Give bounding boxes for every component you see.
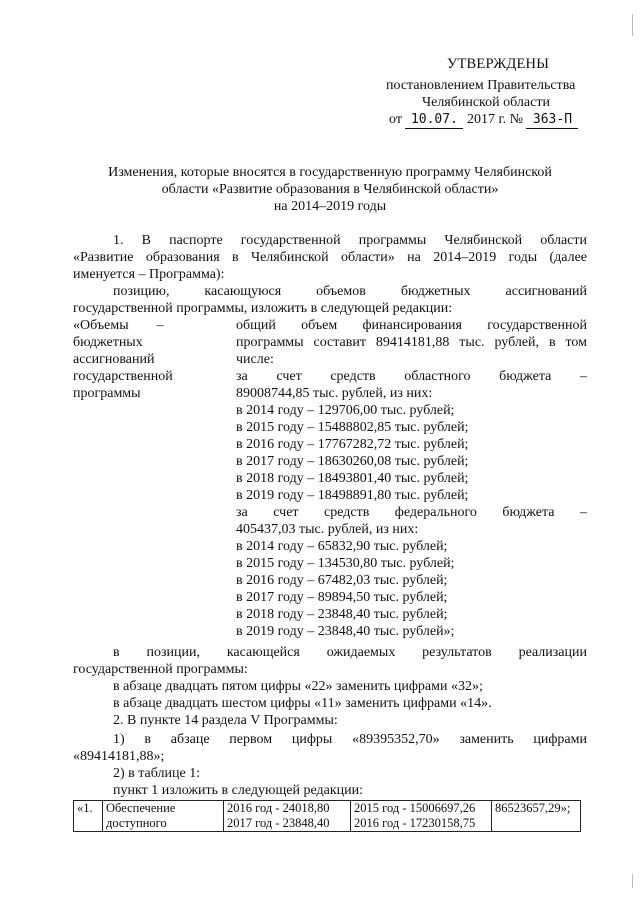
para2-line-7: «89414181,88»; bbox=[73, 749, 165, 764]
passport-right-14: в 2015 году – 134530,80 тыс. рублей; bbox=[236, 556, 455, 571]
table-col1-line-2: 2017 год - 23848,40 bbox=[227, 816, 330, 830]
passport-left-4: программы bbox=[73, 386, 141, 401]
para1-line-4: позицию, касающуюся объемов бюджетных ассигнований bbox=[113, 284, 587, 299]
para2-line-6: 1) в абзаце первом цифры «89395352,70» заменить цифрами bbox=[113, 732, 587, 747]
passport-right-11: за счет средств федерального бюджета – bbox=[236, 505, 587, 520]
program-table bbox=[73, 800, 581, 832]
passport-right-17: в 2018 году – 23848,40 тыс. рублей; bbox=[236, 607, 448, 622]
table-total: 86523657,29»; bbox=[495, 801, 571, 815]
table-cell-col1 bbox=[224, 801, 351, 832]
approval-date-year: 2017 г. № bbox=[466, 112, 523, 127]
approval-line-1: постановлением Правительства bbox=[386, 78, 576, 93]
passport-right-13: в 2014 году – 65832,90 тыс. рублей; bbox=[236, 539, 448, 554]
para2-line-4: в абзаце двадцать шестом цифры «11» заменить цифрами «14». bbox=[113, 696, 492, 711]
scan-mark bbox=[632, 874, 633, 888]
approval-date-line bbox=[389, 112, 578, 129]
scan-mark bbox=[632, 14, 633, 36]
passport-right-18: в 2019 году – 23848,40 тыс. рублей»; bbox=[236, 624, 455, 639]
passport-right-0: общий объем финансирования государственной bbox=[236, 318, 587, 333]
passport-right-1: программы составит 89414181,88 тыс. рублей, в том bbox=[236, 335, 587, 350]
para1-line-5: государственной программы, изложить в следующей редакции: bbox=[73, 301, 453, 316]
passport-right-10: в 2019 году – 18498891,80 тыс. рублей; bbox=[236, 488, 469, 503]
table-row bbox=[74, 801, 581, 832]
para1-line-3: именуется – Программа): bbox=[73, 267, 225, 282]
passport-right-15: в 2016 году – 67482,03 тыс. рублей; bbox=[236, 573, 448, 588]
passport-right-9: в 2018 году – 18493801,40 тыс. рублей; bbox=[236, 471, 469, 486]
table-cell-name bbox=[103, 801, 224, 832]
approval-date-day-month: 10.07. bbox=[405, 112, 463, 129]
para2-line-9: пункт 1 изложить в следующей редакции: bbox=[113, 783, 363, 798]
passport-left-0: «Объемы – bbox=[73, 318, 164, 333]
table-col2-line-2: 2016 год - 17230158,75 bbox=[354, 816, 476, 830]
approval-line-2: Челябинской области bbox=[422, 95, 550, 110]
table-col2-line-1: 2015 год - 15006697,26 bbox=[354, 801, 476, 815]
passport-right-6: в 2015 году – 15488802,85 тыс. рублей; bbox=[236, 420, 469, 435]
passport-right-2: числе: bbox=[236, 352, 274, 367]
para2-line-2: государственной программы: bbox=[73, 662, 248, 677]
title-line-3: на 2014–2019 годы bbox=[273, 199, 387, 214]
para2-line-3: в абзаце двадцать пятом цифры «22» заменить цифрами «32»; bbox=[113, 679, 483, 694]
approval-number: 363-П bbox=[526, 112, 578, 129]
table-cell-num bbox=[74, 801, 103, 832]
para2-line-8: 2) в таблице 1: bbox=[113, 766, 201, 781]
passport-right-3: за счет средств областного бюджета – bbox=[236, 369, 587, 384]
title-line-1: Изменения, которые вносятся в государственную программу Челябинской bbox=[108, 165, 552, 180]
table-num: «1. bbox=[77, 801, 93, 815]
title-line-2: области «Развитие образования в Челябинской области» bbox=[161, 182, 499, 197]
para2-line-1: в позиции, касающейся ожидаемых результатов реализации bbox=[113, 645, 587, 660]
approval-heading: УТВЕРЖДЕНЫ bbox=[447, 56, 550, 72]
passport-left-1: бюджетных bbox=[73, 335, 143, 350]
table-cell-total bbox=[492, 801, 581, 832]
table-cell-col2 bbox=[351, 801, 492, 832]
table-name-line-1: Обеспечение bbox=[106, 801, 176, 815]
passport-right-12: 405437,03 тыс. рублей, из них: bbox=[236, 522, 419, 537]
passport-right-16: в 2017 году – 89894,50 тыс. рублей; bbox=[236, 590, 448, 605]
passport-right-8: в 2017 году – 18630260,08 тыс. рублей; bbox=[236, 454, 469, 469]
para2-line-5: 2. В пункте 14 раздела V Программы: bbox=[113, 713, 338, 728]
passport-right-5: в 2014 году – 129706,00 тыс. рублей; bbox=[236, 403, 455, 418]
approval-date-prefix: от bbox=[389, 112, 402, 127]
passport-left-2: ассигнований bbox=[73, 352, 155, 367]
para1-line-2: «Развитие образования в Челябинской области» на 2014–2019 годы (далее bbox=[73, 250, 587, 265]
table-name-line-2: доступного bbox=[106, 816, 167, 830]
para1-line-1: 1. В паспорте государственной программы Челябинской области bbox=[113, 233, 587, 248]
passport-right-4: 89008744,85 тыс. рублей, из них: bbox=[236, 386, 433, 401]
table-col1-line-1: 2016 год - 24018,80 bbox=[227, 801, 330, 815]
passport-left-3: государственной bbox=[73, 369, 173, 384]
passport-right-7: в 2016 году – 17767282,72 тыс. рублей; bbox=[236, 437, 469, 452]
